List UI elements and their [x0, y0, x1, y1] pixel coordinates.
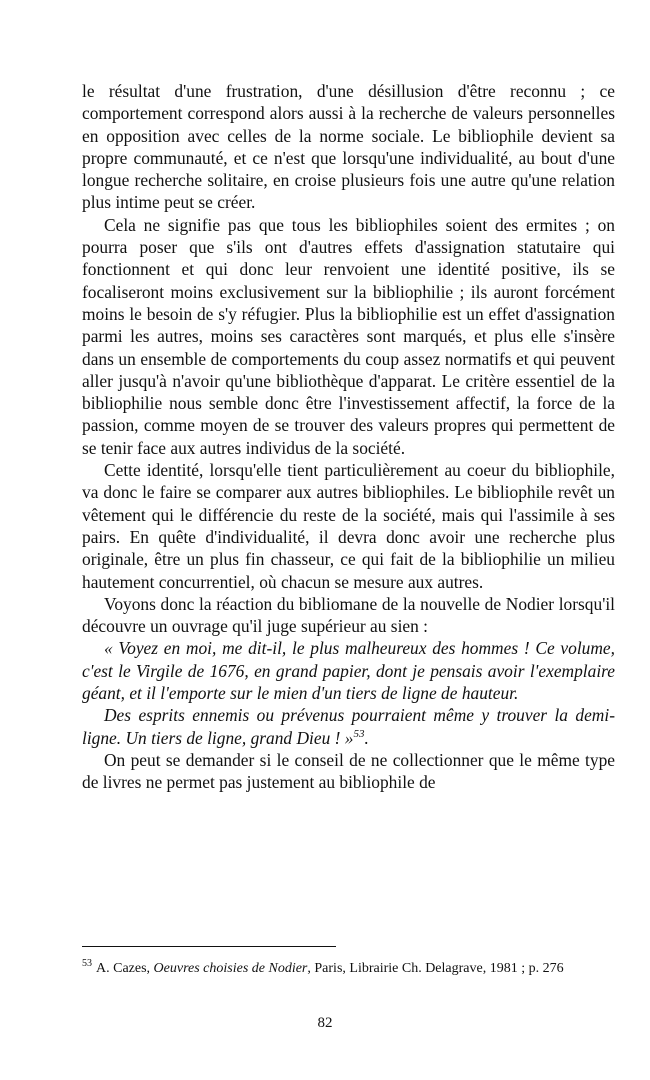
- page-number: 82: [317, 1015, 333, 1031]
- footnote-number: 53: [82, 958, 92, 970]
- footnote: [82, 959, 615, 978]
- footnote-author: A. Cazes,: [96, 961, 154, 976]
- page-body: [82, 80, 615, 794]
- footnote-divider: [82, 946, 336, 947]
- footnote-reference: 53: [353, 727, 365, 740]
- paragraph-3: Cette identité, lorsqu'elle tient particulièrement au coeur du bibliophile, va donc le faire se comparer aux autres bibliophiles. Le bibliophile revêt un vêtement qui le différencie du reste de la société, mais qui l'assimile à ses pairs. En quête d'individualité, il devra donc avoir une recherche plus originale, être un plus fin chasseur, ce qui fait de la bibliophilie un milieu hautement concurrentiel, où chacun se mesure aux autres.: [82, 460, 615, 592]
- footnote-title: Oeuvres choisies de Nodier: [153, 961, 308, 976]
- paragraph-2: Cela ne signifie pas que tous les bibliophiles soient des ermites ; on pourra poser que s'ils ont d'autres effets d'assignation statutaire qui fonctionnent et qui donc leur renvoient une identité positive, ils se focaliseront moins exclusivement sur la bibliophilie ; ils auront forcément moins le besoin de s'y réfugier. Plus la bibliophilie est un effet d'assignation parmi les autres, moins ses caractères sont marqués, et plus elle s'insère dans un ensemble de comportements du coup assez normatifs et qui peuvent aller jusqu'à n'avoir qu'une bibliothèque d'apparat. Le critère essentiel de la bibliophilie nous semble donc être l'investissement affectif, la force de la passion, comme moyen de se trouver des valeurs propres qui permettent de se tenir face aux autres individus de la société.: [82, 214, 615, 458]
- quote-paragraph-1: « Voyez en moi, me dit-il, le plus malheureux des hommes ! Ce volume, c'est le Virgile de 1676, en grand papier, dont je pensais avoir l'exemplaire géant, et il l'emporte sur le mien d'un tiers de ligne de hauteur.: [82, 638, 615, 704]
- quote-paragraph-2-text: Des esprits ennemis ou prévenus pourraient même y trouver la demi-ligne. Un tiers de ligne, grand Dieu ! »: [82, 705, 615, 748]
- paragraph-1: le résultat d'une frustration, d'une désillusion d'être reconnu ; ce comportement correspond alors aussi à la recherche de valeurs personnelles en opposition avec celles de la norme sociale. Le bibliophile devient sa propre communauté, et ce n'est que lorsqu'une individualité, au bout d'une longue recherche solitaire, en croise plusieurs fois une autre qu'une relation plus intime peut se créer.: [82, 81, 615, 213]
- quote-paragraph-2: [82, 704, 615, 749]
- paragraph-4: Voyons donc la réaction du bibliomane de la nouvelle de Nodier lorsqu'il découvre un ouvrage qu'il juge supérieur au sien :: [82, 593, 615, 637]
- paragraph-5: On peut se demander si le conseil de ne collectionner que le même type de livres ne permet pas justement au bibliophile de: [82, 749, 615, 793]
- footnote-details: , Paris, Librairie Ch. Delagrave, 1981 ; p. 276: [307, 961, 564, 976]
- quote-paragraph-2-end: .: [364, 727, 369, 748]
